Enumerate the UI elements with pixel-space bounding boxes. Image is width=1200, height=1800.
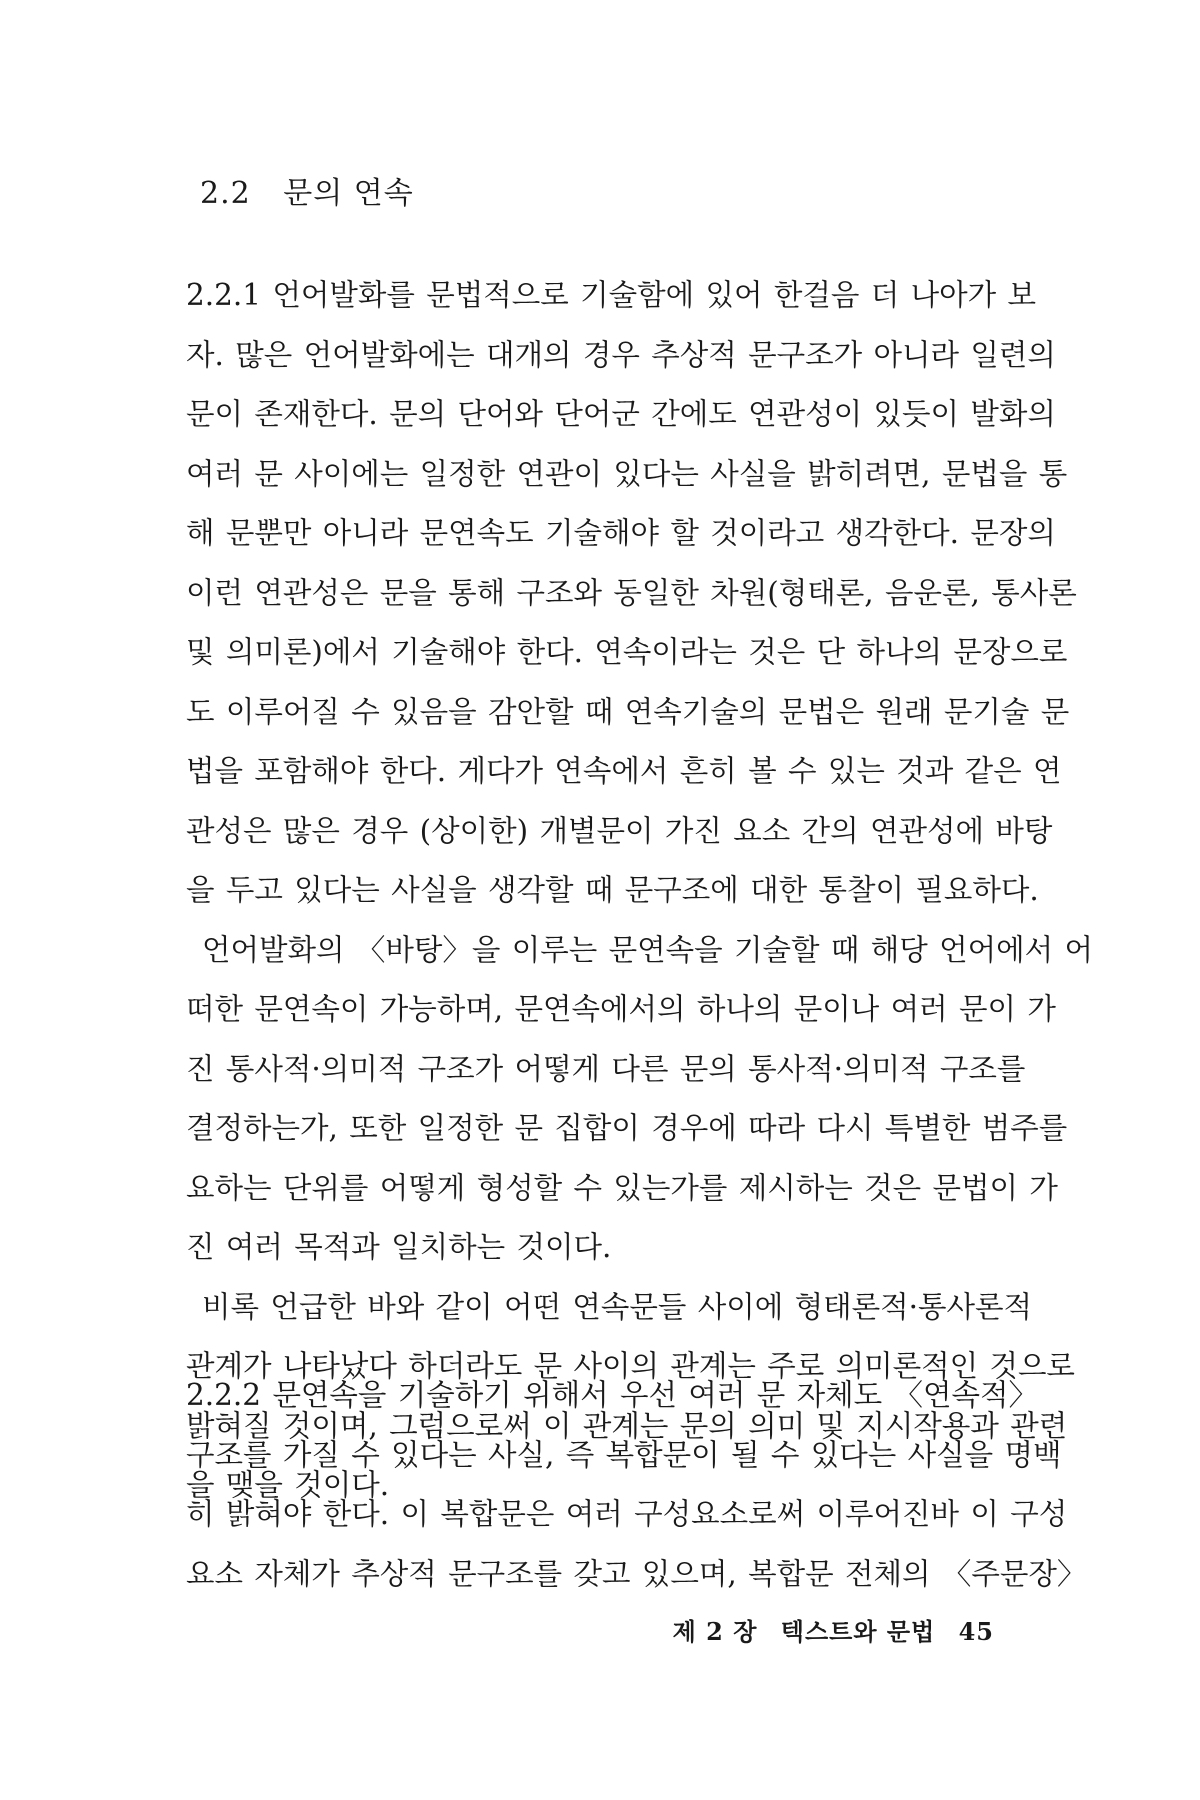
text-line: 관계가 나타났다 하더라도 문 사이의 관계는 주로 의미론적인 것으로 bbox=[186, 1349, 1075, 1383]
text-line: 이런 연관성은 문을 통해 구조와 동일한 차원(형태론, 음운론, 통사론 bbox=[186, 575, 1077, 610]
text-line: 을 두고 있다는 사실을 생각할 때 문구조에 대한 통찰이 필요하다. bbox=[186, 873, 1039, 907]
page-number: 45 bbox=[958, 1617, 994, 1646]
section-heading bbox=[200, 168, 414, 212]
text-line: 결정하는가, 또한 일정한 문 집합이 경우에 따라 다시 특별한 범주를 bbox=[186, 1111, 1068, 1145]
chapter-title: 텍스트와 문법 bbox=[780, 1617, 936, 1646]
text-line: 진 통사적·의미적 구조가 어떻게 다른 문의 통사적·의미적 구조를 bbox=[186, 1051, 1026, 1086]
text-line: 떠한 문연속이 가능하며, 문연속에서의 하나의 문이나 여러 문이 가 bbox=[186, 992, 1056, 1026]
section-number: 2.2 bbox=[200, 176, 251, 211]
text-line: 요하는 단위를 어떻게 형성할 수 있는가를 제시하는 것은 문법이 가 bbox=[186, 1170, 1058, 1205]
chapter-label: 제 2 장 bbox=[672, 1617, 758, 1646]
text-line: 히 밝혀야 한다. 이 복합문은 여러 구성요소로써 이루어진바 이 구성 bbox=[186, 1497, 1068, 1531]
text-line: 밝혀질 것이며, 그럼으로써 이 관계는 문의 의미 및 지시작용과 관련 bbox=[186, 1408, 1068, 1443]
text-line: 여러 문 사이에는 일정한 연관이 있다는 사실을 밝히려면, 문법을 통 bbox=[186, 456, 1068, 491]
text-line: 요소 자체가 추상적 문구조를 갖고 있으며, 복합문 전체의 〈주문장〉 bbox=[186, 1556, 1087, 1591]
text-line: 관성은 많은 경우 (상이한) 개별문이 가진 요소 간의 연관성에 바탕 bbox=[186, 813, 1053, 848]
text-line: 자. 많은 언어발화에는 대개의 경우 추상적 문구조가 아니라 일련의 bbox=[186, 337, 1056, 372]
text-line: 언어발화의 〈바탕〉을 이루는 문연속을 기술할 때 해당 언어에서 어 bbox=[202, 932, 1093, 967]
text-line: 을 맺을 것이다. bbox=[186, 1468, 390, 1502]
text-line: 및 의미론)에서 기술해야 한다. 연속이라는 것은 단 하나의 문장으로 bbox=[186, 635, 1068, 669]
section-title: 문의 연속 bbox=[283, 176, 414, 211]
text-line: 2.2.1 언어발화를 문법적으로 기술함에 있어 한걸음 더 나아가 보 bbox=[186, 278, 1037, 312]
page-footer bbox=[659, 1612, 994, 1647]
paragraph-block-2-2-1 bbox=[186, 266, 1093, 1516]
text-line: 도 이루어질 수 있음을 감안할 때 연속기술의 문법은 원래 문기술 문 bbox=[186, 694, 1070, 729]
text-line: 2.2.2 문연속을 기술하기 위해서 우선 여러 문 자체도 〈연속적〉 bbox=[186, 1378, 1039, 1412]
text-line: 진 여러 목적과 일치하는 것이다. bbox=[186, 1230, 612, 1264]
text-line: 법을 포함해야 한다. 게다가 연속에서 흔히 볼 수 있는 것과 같은 연 bbox=[186, 754, 1062, 788]
text-line: 문이 존재한다. 문의 단어와 단어군 간에도 연관성이 있듯이 발화의 bbox=[186, 397, 1056, 431]
text-line: 구조를 가질 수 있다는 사실, 즉 복합문이 될 수 있다는 사실을 명백 bbox=[186, 1437, 1062, 1472]
text-line: 비록 언급한 바와 같이 어떤 연속문들 사이에 형태론적·통사론적 bbox=[202, 1289, 1032, 1324]
text-line: 해 문뿐만 아니라 문연속도 기술해야 할 것이라고 생각한다. 문장의 bbox=[186, 516, 1056, 550]
